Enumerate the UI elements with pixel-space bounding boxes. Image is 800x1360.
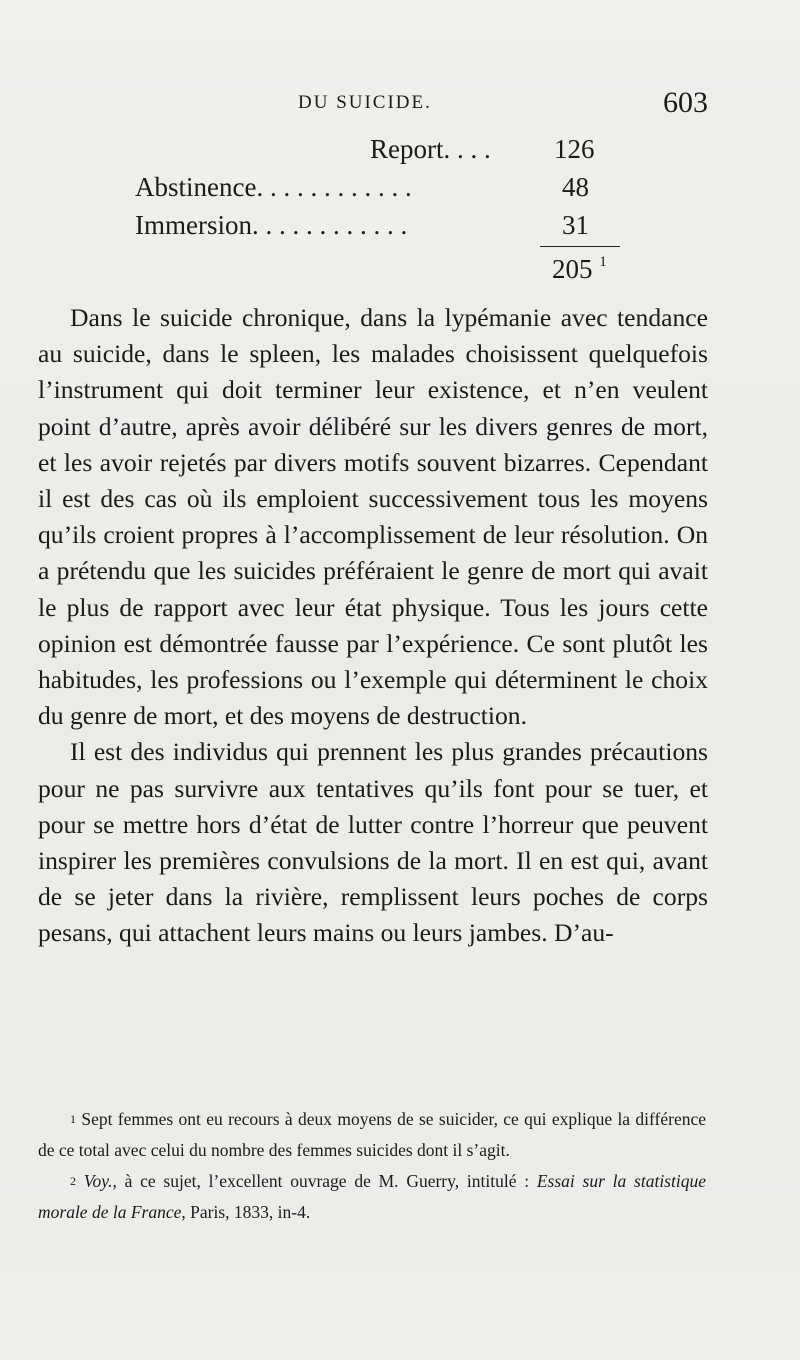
footnote [38, 1104, 706, 1166]
footnote-text: , Paris, 1833, in-4. [181, 1202, 311, 1222]
total-footnote-mark: 1 [599, 254, 607, 270]
footnote-mark: 1 [70, 1112, 76, 1126]
tally-label: Immersion. . . . . . . . . . . . [135, 210, 408, 240]
footnote-text: , à ce sujet, l’excellent ouvrage de M. Guerry, intitulé : [112, 1171, 537, 1191]
running-head: DU SUICIDE. [298, 92, 432, 113]
footnote-text: Sept femmes ont eu recours à deux moyens de se suicider, ce qui explique la différence de ce total avec celui du nombre des femmes suicides dont il s’agit. [38, 1109, 707, 1160]
footnote-abbrev: Voy. [83, 1171, 113, 1191]
tally-value: 31 [562, 210, 589, 240]
tally-table [0, 134, 800, 284]
tally-report-row [0, 134, 800, 172]
report-label: Report. . . . [370, 134, 491, 164]
footnotes [38, 1104, 706, 1228]
tally-row [0, 210, 800, 248]
page-number: 603 [663, 86, 708, 119]
body-text [38, 300, 708, 952]
paragraph: Il est des individus qui prennent les plus grandes précautions pour ne pas survivre aux tentatives qu’ils font pour se tuer, et pour se mettre hors d’état de lutter contre l’horreur que peuvent inspirer les premières convulsions de la mort. Il en est qui, avant de se jeter dans la rivière, remplissent leurs poches de corps pesans, qui attachent leurs mains ou leurs jambes. D’au- [38, 737, 708, 948]
tally-total [552, 254, 607, 285]
page-header [0, 86, 800, 122]
report-value: 126 [554, 134, 595, 164]
paragraph: Dans le suicide chronique, dans la lypémanie avec tendance au suicide, dans le spleen, les malades choisissent quelquefois l’instrument qui doit terminer leur existence, et n’en veulent point d’autre, après avoir délibéré sur les divers genres de mort, et les avoir rejetés par divers motifs souvent bizarres. Cependant il est des cas où ils emploient successivement tous les moyens qu’ils croient propres à l’accomplissement de leur résolution. On a prétendu que les suicides préféraient le genre de mort qui avait le plus de rapport avec leur état physique. Tous les jours cette opinion est démontrée fausse par l’expérience. Ce sont plutôt les habitudes, les professions ou l’exemple qui déterminent le choix du genre de mort, et des moyens de destruction. [38, 303, 708, 731]
total-value: 205 [552, 254, 593, 284]
tally-label: Abstinence. . . . . . . . . . . . [135, 172, 412, 202]
footnote-mark: 2 [70, 1174, 76, 1188]
footnote [38, 1166, 706, 1228]
tally-row [0, 172, 800, 210]
tally-value: 48 [562, 172, 589, 202]
sum-rule [540, 246, 620, 247]
footnote-cited-title: Essai sur la statistique morale de la France [38, 1171, 706, 1222]
